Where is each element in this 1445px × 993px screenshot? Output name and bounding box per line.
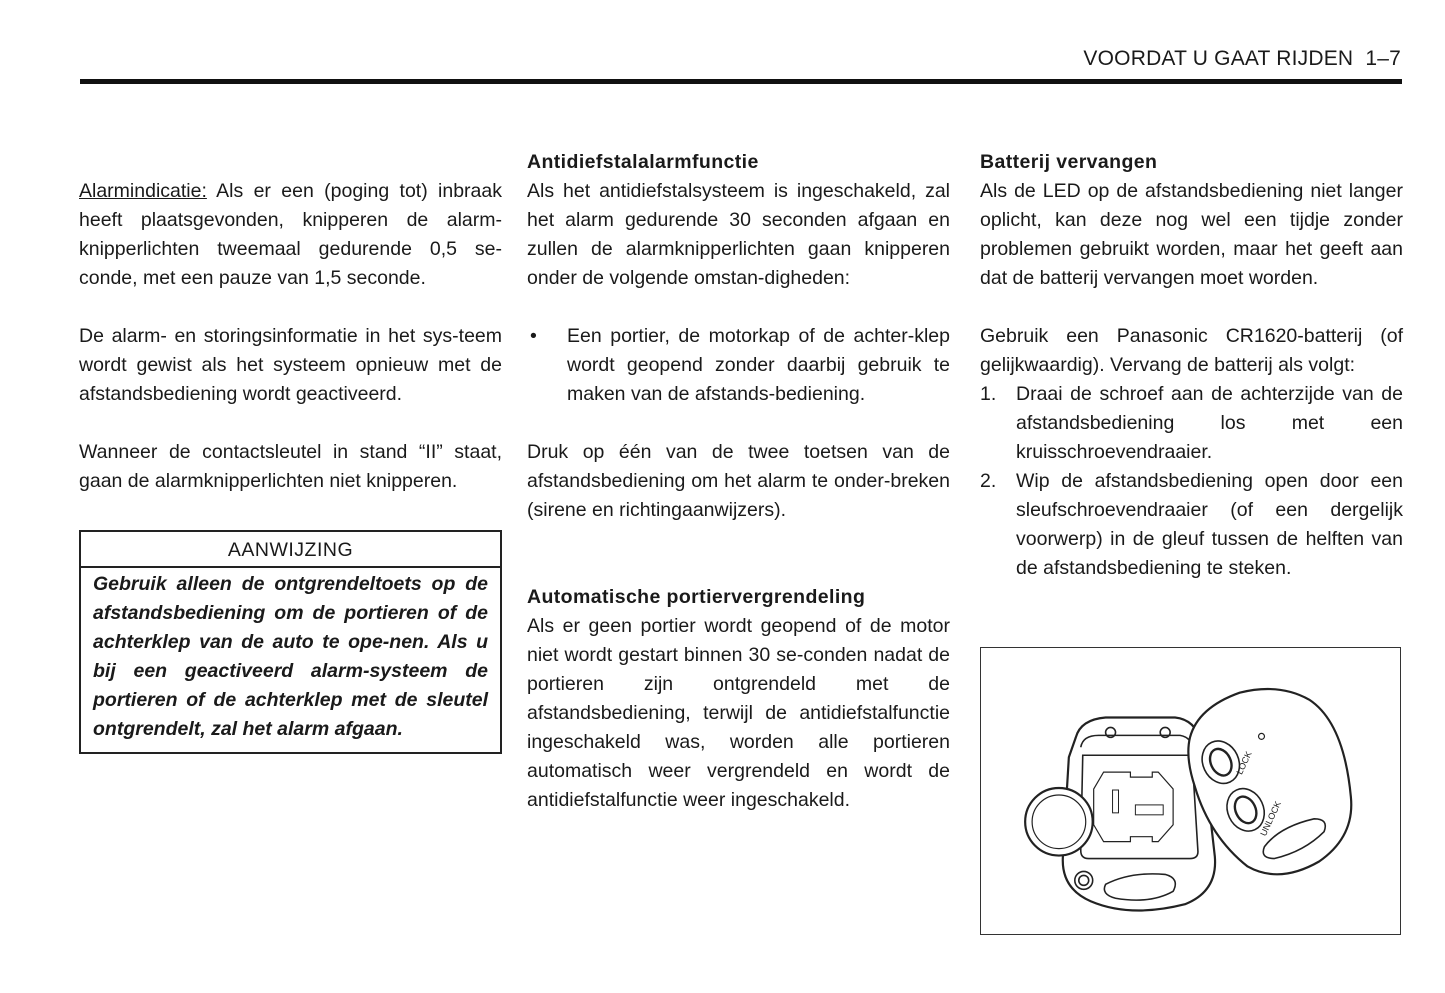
lock-label: LOCK — [1234, 749, 1254, 776]
section-heading-antitheft: Antidiefstalalarmfunctie — [527, 151, 759, 173]
step-item — [980, 380, 1403, 467]
alarm-indication-text: Als er een (poging tot) inbraak heeft plaatsgevonden, knipperen de alarm-knipperlichten tweemaal gedurende 0,5 se-conde, met een pauze van 1,5 seconde. — [79, 180, 502, 289]
column-middle — [527, 148, 950, 815]
running-header — [1083, 47, 1401, 71]
step-number: 1. — [980, 383, 997, 405]
autolock-text: Als er geen portier wordt geopend of de motor niet wordt gestart binnen 30 se-conden nadat de portieren zijn ontgrendeld met de afstandsbediening, terwijl de antidiefstalfunctie ingeschakeld was, worden alle portieren automatisch weer vergrendeld en wordt de antidiefstalfunctie weer ingeschakeld. — [527, 615, 950, 811]
unlock-label: UNLOCK — [1258, 799, 1284, 838]
bullet-text: Een portier, de motorkap of de achter-klep wordt geopend zonder daarbij gebruik te maken van de afstands-bediening. — [567, 325, 950, 405]
column-right — [980, 148, 1403, 583]
step-item — [980, 467, 1403, 583]
ignition-paragraph: Wanneer de contactsleutel in stand “II” staat, gaan de alarmknipperlichten niet knipperen. — [79, 441, 502, 492]
battery-type-paragraph: Gebruik een Panasonic CR1620-batterij (of gelijkwaardig). Vervang de batterij als volgt: — [980, 325, 1403, 376]
reset-info-paragraph: De alarm- en storingsinformatie in het sys-teem wordt gewist als het systeem opnieuw met de afstandsbediening wordt geactiveerd. — [79, 325, 502, 405]
chapter-title: VOORDAT U GAAT RIJDEN — [1083, 47, 1354, 70]
column-left — [79, 148, 502, 754]
antitheft-intro: Als het antidiefstalsysteem is ingeschakeld, zal het alarm gedurende 30 seconden afgaan en zullen de alarmknipperlichten gaan knipperen onder de volgende omstan-digheden: — [527, 180, 950, 289]
step-text: Draai de schroef aan de achterzijde van de afstandsbediening los met een kruisschroevendraaier. — [1016, 383, 1403, 463]
antitheft-closing: Druk op één van de twee toetsen van de afstandsbediening om het alarm te onder-breken (sirene en richtingaanwijzers). — [527, 441, 950, 521]
step-text: Wip de afstandsbediening open door een sleufschroevendraaier (of een dergelijk voorwerp) in de gleuf tussen de helften van de afstandsbediening te steken. — [1016, 470, 1403, 579]
notice-body: Gebruik alleen de ontgrendeltoets op de afstandsbediening om de portieren of de achterklep van de auto te ope-nen. Als u bij een geactiveerd alarm-systeem de portieren of de achterklep met de sleutel ontgrendelt, zal het alarm afgaan. — [93, 573, 488, 740]
remote-battery-figure — [980, 647, 1401, 935]
remote-illustration — [981, 648, 1400, 934]
coin-battery-icon — [1025, 788, 1093, 856]
section-heading-autolock: Automatische portiervergrendeling — [527, 586, 866, 608]
notice-box — [79, 530, 502, 754]
bullet-item — [527, 322, 950, 409]
battery-intro: Als de LED op de afstandsbediening niet langer oplicht, kan deze nog wel een tijdje zonder problemen gebruikt worden, maar het geeft aan dat de batterij vervangen moet worden. — [980, 180, 1403, 289]
bullet-icon: • — [530, 325, 537, 347]
step-number: 2. — [980, 470, 997, 492]
page-number: 1–7 — [1365, 47, 1401, 70]
notice-title: AANWIJZING — [81, 532, 500, 568]
section-heading-battery: Batterij vervangen — [980, 151, 1158, 173]
alarm-indication-paragraph — [79, 177, 502, 293]
alarm-indication-label: Alarmindicatie: — [79, 180, 207, 202]
header-rule — [80, 79, 1402, 84]
